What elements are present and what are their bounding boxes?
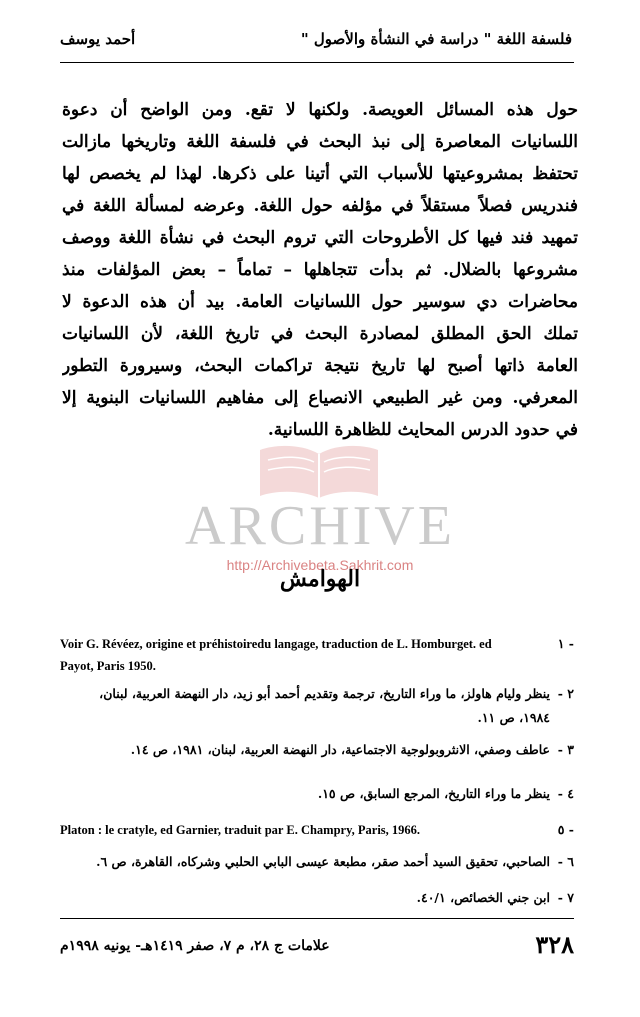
body-text: [62, 94, 578, 446]
watermark-brand: ARCHIVE: [185, 495, 455, 557]
body-line: اللسانيات المعاصرة إلى نبذ البحث في فلسفة اللغة وتاريخها مازالت: [62, 132, 578, 152]
archive-watermark: [0, 440, 640, 580]
running-header: [60, 26, 572, 56]
author-name: أحمد يوسف: [60, 30, 136, 48]
footnote: [60, 818, 574, 844]
body-line: حول هذه المسائل العويصة. ولكنها لا تقع. ومن الواضح أن دعوة: [62, 100, 578, 120]
footnote-text: الصاحبي، تحقيق السيد أحمد صقر، مطبعة عيسى البابي الحلبي وشركاه، القاهرة، ص ٦.: [96, 854, 550, 869]
footnote-text: ابن جني الخصائص، ٤٠/١.: [416, 890, 550, 905]
footnote-text: Platon : le cratyle, ed Garnier, traduit par E. Champry, Paris, 1966.: [60, 823, 421, 837]
body-line: العامة ذاتها أصبح لها تاريخ نتيجة تراكمات البحث، وسيرورة التطور: [62, 356, 578, 376]
footnote-text-continued: ١٩٨٤، ص ١١.: [477, 710, 550, 725]
body-line: المعرفي. ومن غير الطبيعي الانصياع إلى مفاهيم اللسانيات البنوية إلا: [62, 388, 578, 408]
body-line: تحتفظ بمشروعيتها للأسباب التي أتينا على ذكرها. لهذا لم يخصص لها: [62, 164, 578, 184]
footnote: [60, 886, 574, 912]
watermark-url: http://Archivebeta.Sakhrit.com: [226, 557, 414, 573]
footnote: [60, 738, 574, 764]
footnote-number: ٦ -: [557, 854, 574, 869]
body-line: تمهيد فند فيها كل الأطروحات التي تروم البحث في نشأة اللغة ووصف: [62, 228, 578, 248]
footnote-number: ٤ -: [557, 786, 574, 801]
footer-rule: [60, 918, 574, 919]
footnote-number: - ٥: [557, 822, 574, 837]
body-line: في حدود الدرس المحايث للظاهرة اللسانية.: [267, 420, 578, 440]
footnote-text: Voir G. Révéez, origine et préhistoiredu langage, traduction de L. Homburget. ed: [60, 637, 492, 651]
footnote-text: ينظر ما وراء التاريخ، المرجع السابق، ص ١٥.: [317, 786, 550, 801]
footnote-text: ينظر وليام هاولز، ما وراء التاريخ، ترجمة وتقديم أحمد أبو زيد، دار النهضة العربية، لبنان،: [99, 686, 550, 701]
footnote: [60, 850, 574, 876]
footnote: [60, 682, 574, 730]
body-line: فندريس فصلاً مستقلاً في مؤلفه حول اللغة. وعرضه لمسألة اللغة في: [62, 196, 578, 216]
page-number: ٣٢٨: [535, 930, 574, 959]
footnote: [60, 782, 574, 808]
body-line: تملك الحق المطلق لمصادرة البحث في تاريخ اللغة، لأن اللسانيات: [62, 324, 578, 344]
footnote-text: عاطف وصفي، الانثروبولوجية الاجتماعية، دار النهضة العربية، لبنان، ١٩٨١، ص ١٤.: [130, 742, 550, 757]
notes-heading: الهوامش: [279, 566, 361, 592]
footnote: [60, 632, 574, 680]
footnote-text-continued: Payot, Paris 1950.: [60, 659, 156, 673]
footnote-number: ٧ -: [557, 890, 574, 905]
page-footer: [60, 930, 574, 970]
body-line: مشروعها بالضلال. ثم بدأت تتجاهلها – تماماً – بعض المؤلفات منذ: [62, 260, 578, 280]
footnote-number: ٢ -: [557, 686, 574, 701]
journal-citation: علامات ج ٢٨، م ٧، صفر ١٤١٩هـ- يونيه ١٩٩٨م: [60, 938, 330, 954]
body-line: محاضرات دي سوسير حول اللسانيات العامة. بيد أن هذه الدعوة لا: [62, 292, 578, 312]
footnote-number: - ١: [557, 636, 574, 651]
open-book-icon: [254, 440, 384, 500]
book-title: فلسفة اللغة " دراسة في النشأة والأصول ": [300, 30, 572, 48]
header-rule: [60, 62, 574, 63]
footnote-number: ٣ -: [557, 742, 574, 757]
